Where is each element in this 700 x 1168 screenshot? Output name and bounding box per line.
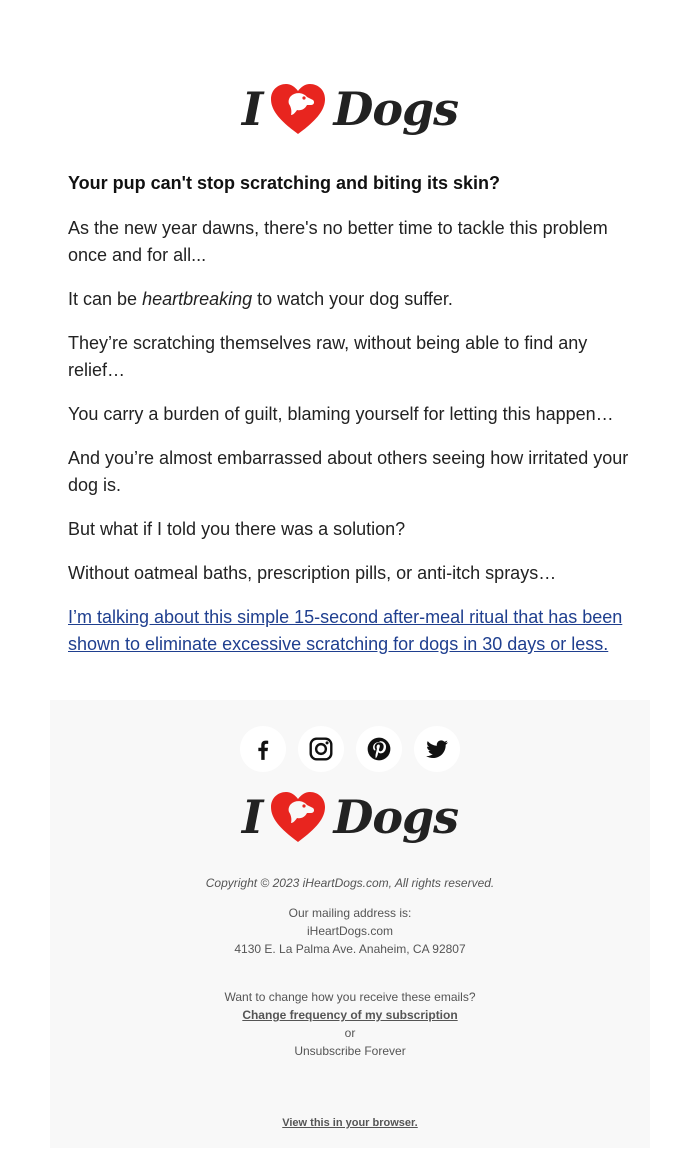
paragraph-6: But what if I told you there was a solution? [68,519,406,539]
paragraph-2-start: It can be [68,289,143,309]
pinterest-icon [366,736,392,762]
address-street: 4130 E. La Palma Ave. Anaheim, CA 92807 [234,942,466,956]
unsubscribe-link[interactable]: Unsubscribe Forever [294,1044,406,1058]
logo-prefix: I [241,790,264,844]
prefs-question: Want to change how you receive these emails? [224,990,476,1004]
paragraph-7: Without oatmeal baths, prescription pills, or anti-itch sprays… [68,563,557,583]
cta-link[interactable]: I’m talking about this simple 15-second after-meal ritual that has been shown to eliminate excessive scratching for dogs in 30 days or less. [68,607,623,654]
lead-heading: Your pup can't stop scratching and biting its skin? [68,173,500,193]
social-links [50,726,650,772]
logo-suffix: Dogs [333,82,459,136]
paragraph-3: They’re scratching themselves raw, without being able to find any relief… [68,333,588,380]
cta-paragraph [68,604,640,658]
subscription-preferences [50,988,650,1060]
email-footer [50,700,650,1148]
logo-prefix: I [241,82,264,136]
paragraph-1: As the new year dawns, there's no better time to tackle this problem once and for all... [68,218,608,265]
paragraph-2 [68,286,640,313]
heart-dog-icon [269,790,327,844]
view-in-browser-link[interactable]: View this in your browser. [282,1117,418,1129]
paragraph-5: And you’re almost embarrassed about others seeing how irritated your dog is. [68,448,629,495]
heart-dog-icon [269,82,327,136]
browser-view [50,1114,650,1132]
logo-suffix: Dogs [333,790,459,844]
header-logo[interactable] [0,74,700,144]
address-company: iHeartDogs.com [306,924,394,938]
email-body [68,170,640,675]
twitter-button[interactable] [414,726,460,772]
pinterest-button[interactable] [356,726,402,772]
instagram-button[interactable] [298,726,344,772]
paragraph-2-end: to watch your dog suffer. [252,289,453,309]
footer-logo[interactable] [50,782,650,852]
facebook-icon [250,736,276,762]
facebook-button[interactable] [240,726,286,772]
paragraph-4: You carry a burden of guilt, blaming yourself for letting this happen… [68,404,614,424]
or-text: or [344,1026,356,1040]
address-label: Our mailing address is: [288,906,412,920]
twitter-icon [424,736,450,762]
mailing-address [50,904,650,958]
instagram-icon [308,736,334,762]
change-frequency-link[interactable]: Change frequency of my subscription [242,1008,458,1022]
copyright-text: Copyright © 2023 iHeartDogs.com, All rights reserved. [205,876,495,890]
emphasis-text: heartbreaking [142,289,253,309]
